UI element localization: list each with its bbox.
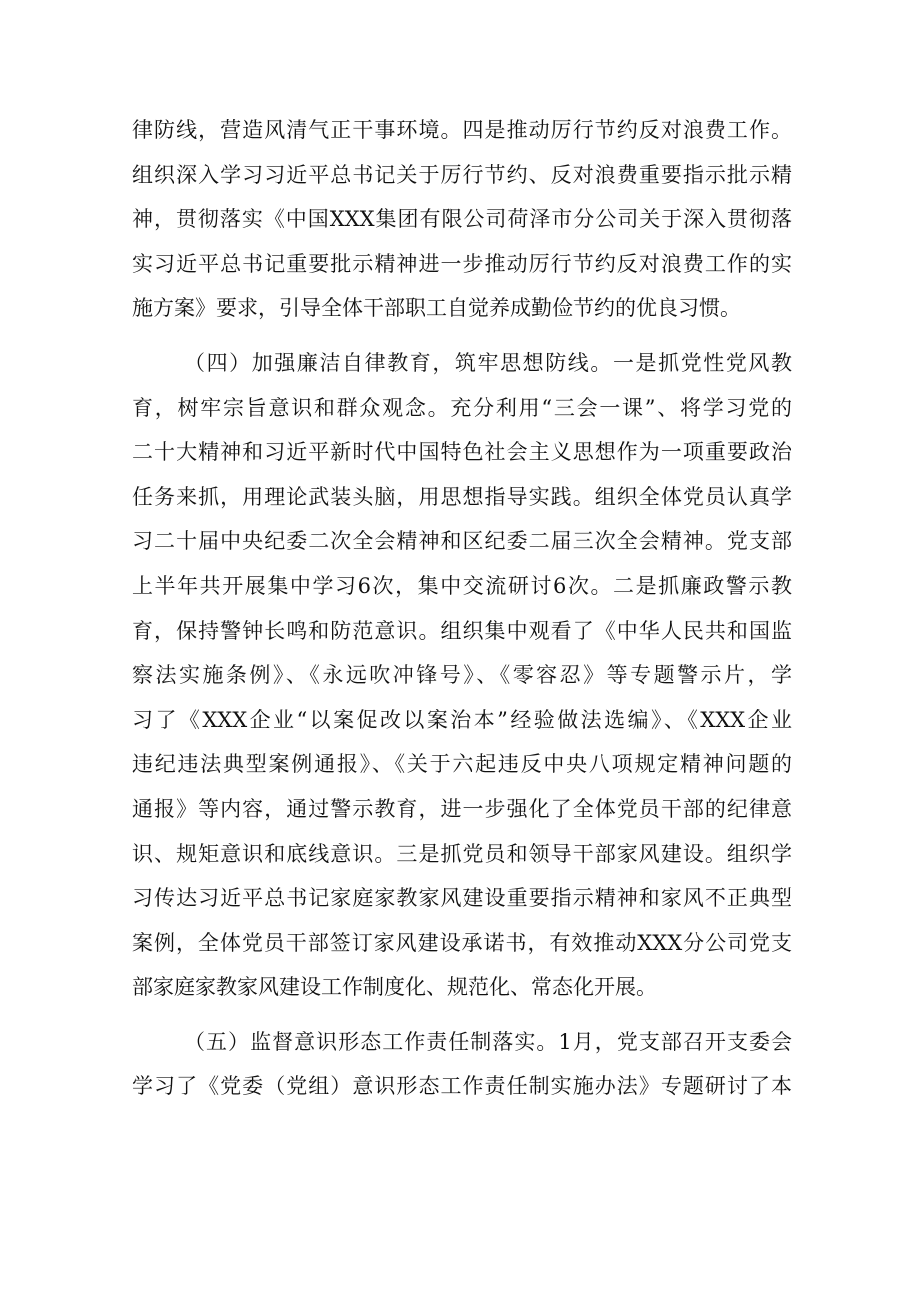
text-line: 习二十届中央纪委二次全会精神和区纪委二届三次全会精神。党支部 [132, 529, 792, 554]
text-line: （五）监督意识形态工作责任制落实。1月，党支部召开支委会 [184, 1029, 792, 1054]
text-line: 二十大精神和习近平新时代中国特色社会主义思想作为一项重要政治 [132, 440, 792, 465]
paragraph-gap [132, 331, 792, 341]
text-line: 育，树牢宗旨意识和群众观念。充分利用“三会一课”、将学习党的 [132, 395, 792, 420]
text-line: 实习近平总书记重要批示精神进一步推动厉行节约反对浪费工作的实 [132, 251, 792, 276]
text-line: 育，保持警钟长鸣和防范意识。组织集中观看了《中华人民共和国监 [132, 618, 792, 643]
text-line: 神，贯彻落实《中国XXX集团有限公司荷泽市分公司关于深入贯彻落 [132, 207, 792, 232]
text-line: 违纪违法典型案例通报》、《关于六起违反中央八项规定精神问题的 [132, 752, 792, 777]
text-line: 施方案》要求，引导全体干部职工自觉养成勤俭节约的优良习惯。 [132, 296, 741, 321]
text-line: 律防线，营造风清气正干事环境。四是推动厉行节约反对浪费工作。 [132, 118, 792, 142]
text-line: 案例，全体党员干部签订家风建设承诺书，有效推动XXX分公司党支 [132, 930, 792, 955]
text-line: 习传达习近平总书记家庭家教家风建设重要指示精神和家风不正典型 [132, 886, 792, 911]
text-line: 习了《XXX企业“以案促改以案治本”经验做法选编》、《XXX企业 [132, 707, 792, 732]
paragraph-section-five [132, 1020, 792, 1109]
paragraph-section-four [132, 341, 792, 1010]
text-line: 任务来抓，用理论武装头脑，用思想指导实践。组织全体党员认真学 [132, 484, 792, 509]
text-line: 识、规矩意识和底线意识。三是抓党员和领导干部家风建设。组织学 [132, 841, 792, 866]
text-line: 部家庭家教家风建设工作制度化、规范化、常态化开展。 [132, 975, 657, 1000]
text-line: 学习了《党委（党组）意识形态工作责任制实施办法》专题研讨了本 [132, 1074, 792, 1099]
text-line: 组织深入学习习近平总书记关于厉行节约、反对浪费重要指示批示精 [132, 162, 792, 187]
paragraph-gap [132, 1010, 792, 1020]
text-line: 通报》等内容，通过警示教育，进一步强化了全体党员干部的纪律意 [132, 796, 792, 821]
text-line: 察法实施条例》、《永远吹冲锋号》、《零容忍》等专题警示片，学 [132, 663, 792, 688]
text-line: 上半年共开展集中学习6次，集中交流研讨6次。二是抓廉政警示教 [132, 573, 792, 598]
text-line: （四）加强廉洁自律教育，筑牢思想防线。一是抓党性党风教 [184, 350, 792, 375]
paragraph-continued [132, 108, 792, 331]
body-text [132, 108, 792, 1109]
